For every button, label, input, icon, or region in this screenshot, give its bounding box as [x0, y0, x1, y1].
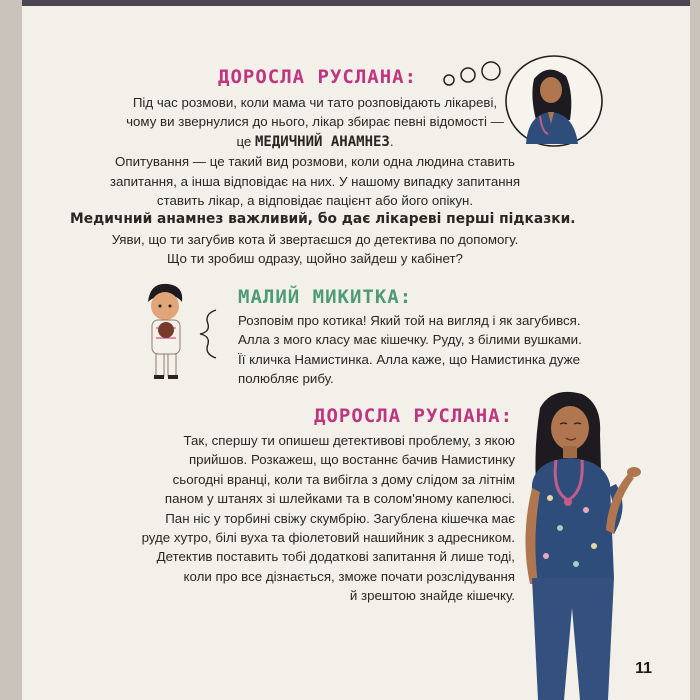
text-line: коли про все дізнається, зможе почати розслідування — [183, 568, 515, 584]
text-line: Що ти зробиш одразу, щойно зайдеш у кабінет? — [167, 251, 463, 267]
doctor-ruslana-illustration — [510, 388, 660, 700]
text-line: Її кличка Намистинка. Алла каже, що Намистинка дуже — [238, 351, 580, 367]
text-line: паном у штанях зі шлейками та в солом'яному капелюсі. — [164, 491, 515, 507]
text-line: Уяви, що ти загубив кота й звертаєшся до детектива по допомогу. — [111, 231, 519, 247]
text-line: сьогодні вранці, коли та вибігла з дому слідом за літнім — [172, 471, 515, 487]
text-line-emphasis: Медичний анамнез важливий, бо дає лікареві перші підказки. — [70, 211, 576, 228]
speaker-heading-adult-ruslana-2: ДОРОСЛА РУСЛАНА: — [314, 405, 514, 427]
text-line: полюбляє рибу. — [238, 371, 334, 387]
text-line: чому ви звернулися до нього, лікар збирає певні відомості — — [126, 114, 504, 130]
boy-mykytka-illustration — [138, 280, 238, 390]
text-line: руде хутро, білі вуха та фіолетовий нашийник з адресником. — [141, 530, 515, 546]
paragraph-mykytka — [238, 311, 638, 389]
text-line: Розповім про котика! Який той на вигляд і як загубився. — [238, 313, 581, 328]
text-line: Алла з мого класу має кішечку. Руду, з білими вушками. — [238, 332, 582, 348]
text-line: Пан ніс у торбині свіжу скумбрію. Загублена кішечка має — [165, 510, 515, 526]
speaker-heading-little-mykytka: МАЛИЙ МИКИТКА: — [238, 286, 413, 308]
text-line: й зрештою знайде кішечку. — [349, 588, 515, 604]
text-line: прийшов. Розкажеш, що востаннє бачив Намистинку — [188, 452, 515, 468]
speaker-heading-adult-ruslana-1: ДОРОСЛА РУСЛАНА: — [218, 66, 418, 88]
text-line: Під час розмови, коли мама чи тато розповідають лікареві, — [132, 95, 498, 110]
text-line: запитання, а інша відповідає на них. У нашому випадку запитання — [109, 173, 521, 189]
term-medical-anamnesis: МЕДИЧНИЙ АНАМНЕЗ — [255, 133, 390, 150]
page-number: 11 — [635, 660, 652, 677]
text-line: ставить лікар, а відповідає пацієнт або його опікун. — [156, 193, 474, 209]
text-line: Опитування — це такий вид розмови, коли одна людина ставить — [115, 154, 515, 170]
paragraph-ruslana-detective — [125, 431, 515, 606]
text-line: Так, спершу ти опишеш детективові проблему, з якою — [183, 433, 515, 448]
thought-bubble-illustration — [436, 54, 606, 164]
text-line: це МЕДИЧНИЙ АНАМНЕЗ. — [236, 133, 394, 150]
text-line: Детектив поставить тобі додаткові запитання й лише тоді, — [156, 549, 515, 565]
